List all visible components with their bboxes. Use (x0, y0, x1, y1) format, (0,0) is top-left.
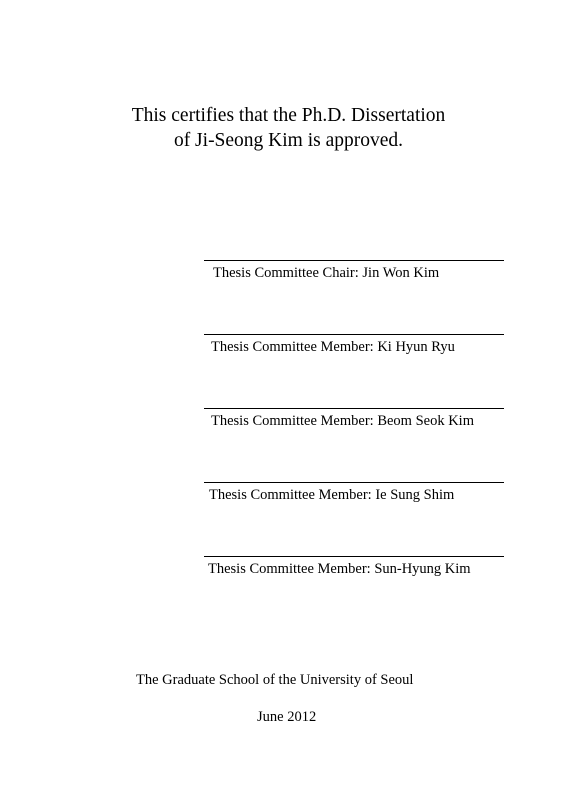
approval-date: June 2012 (257, 709, 317, 725)
committee-member-label: Thesis Committee Member: Ki Hyun Ryu (211, 339, 455, 355)
signature-line (204, 334, 504, 335)
signature-line (204, 408, 504, 409)
committee-member-label: Thesis Committee Member: Beom Seok Kim (211, 413, 474, 429)
committee-chair-label: Thesis Committee Chair: Jin Won Kim (213, 265, 440, 281)
certification-statement-line-1: This certifies that the Ph.D. Dissertation (131, 105, 446, 126)
committee-member-label: Thesis Committee Member: Sun-Hyung Kim (208, 561, 471, 577)
signature-line (204, 260, 504, 261)
signature-line (204, 482, 504, 483)
certification-statement-line-2: of Ji-Seong Kim is approved. (173, 130, 404, 151)
committee-member-label: Thesis Committee Member: Ie Sung Shim (209, 487, 455, 503)
signature-line (204, 556, 504, 557)
institution-name: The Graduate School of the University of Seoul (136, 672, 414, 688)
